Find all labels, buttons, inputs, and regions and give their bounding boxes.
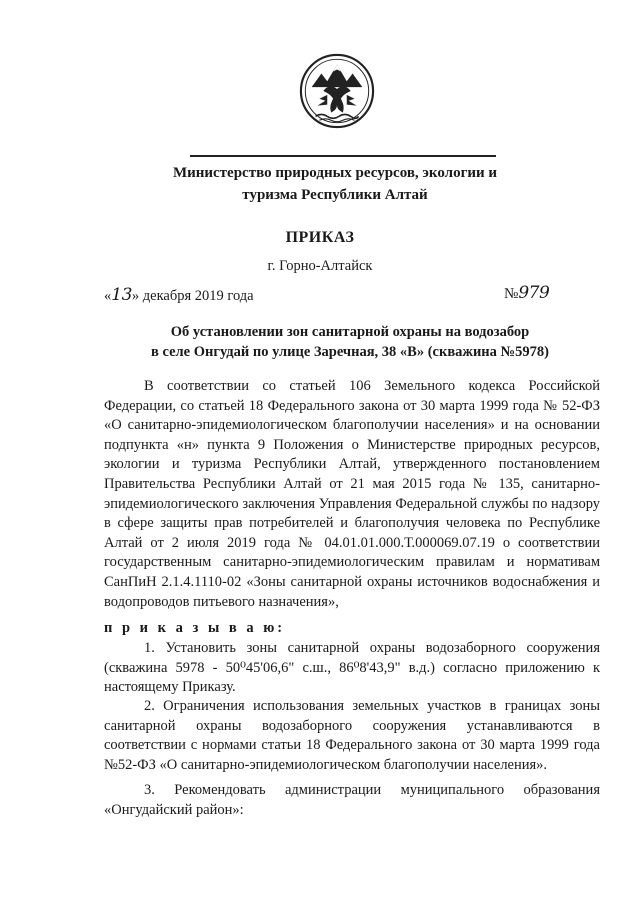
- document-date: [104, 285, 254, 305]
- coat-of-arms-emblem: [298, 52, 376, 130]
- document-city: г. Горно-Алтайск: [267, 258, 373, 274]
- number-label: №: [504, 286, 519, 302]
- document-number: [504, 283, 549, 303]
- date-open-quote: «: [104, 288, 112, 304]
- ministry-line-2: туризма Республики Алтай: [242, 187, 428, 203]
- ministry-name: [150, 162, 520, 206]
- document-subject: [100, 322, 600, 362]
- subject-line-2: в селе Онгудай по улице Заречная, 38 «В» (скважина №5978): [151, 344, 549, 360]
- order-item-3: 3. Рекомендовать администрации муниципального образования «Онгудайский район»:: [104, 782, 600, 818]
- subject-line-1: Об установлении зон санитарной охраны на водозабор: [170, 324, 530, 340]
- order-item-2: 2. Ограничения использования земельных участков в границах зоны санитарной охраны водозаборного сооружения устанавливаются в соответствии с нормами статьи 18 Федерального закона от 30 марта 1999 года №52-ФЗ «О санитарно-эпидемиологическом благополучии населения».: [104, 698, 600, 773]
- header-rule: [190, 155, 496, 157]
- date-month-year: » декабря 2019 года: [131, 288, 254, 304]
- date-day-handwritten: 13: [111, 285, 132, 305]
- number-handwritten: 979: [518, 283, 550, 303]
- order-word: п р и к а з ы в а ю:: [104, 620, 286, 636]
- order-item-1: 1. Установить зоны санитарной охраны водозаборного сооружения (скважина 5978 - 50⁰45'06,6" с.ш., 86⁰8'43,9" в.д.) согласно приложению к настоящему Приказу.: [104, 640, 600, 696]
- ministry-line-1: Министерство природных ресурсов, экологии и: [172, 165, 498, 181]
- preamble-paragraph: В соответствии со статьей 106 Земельного кодекса Российской Федерации, со статьей 18 Федерального закона от 30 марта 1999 года № 52-ФЗ «О санитарно-эпидемиологическом благополучии населения» и на основании подпункта «н» пункта 9 Положения о Министерстве природных ресурсов, экологии и туризма Республики Алтай, утвержденного постановлением Правительства Республики Алтай от 21 мая 2015 года № 135, санитарно-эпидемиологического заключения Управления Федеральной службы по надзору в сфере защиты прав потребителей и благополучия человека по Республике Алтай от 2 июля 2019 года № 04.01.01.000.Т.000069.07.19 о соответствии государственным санитарно-эпидемиологическим правилам и нормативам СанПиН 2.1.4.1110-02 «Зоны санитарной охраны источников водоснабжения и водопроводов питьевого назначения»,: [104, 378, 600, 610]
- document-title: ПРИКАЗ: [285, 229, 355, 246]
